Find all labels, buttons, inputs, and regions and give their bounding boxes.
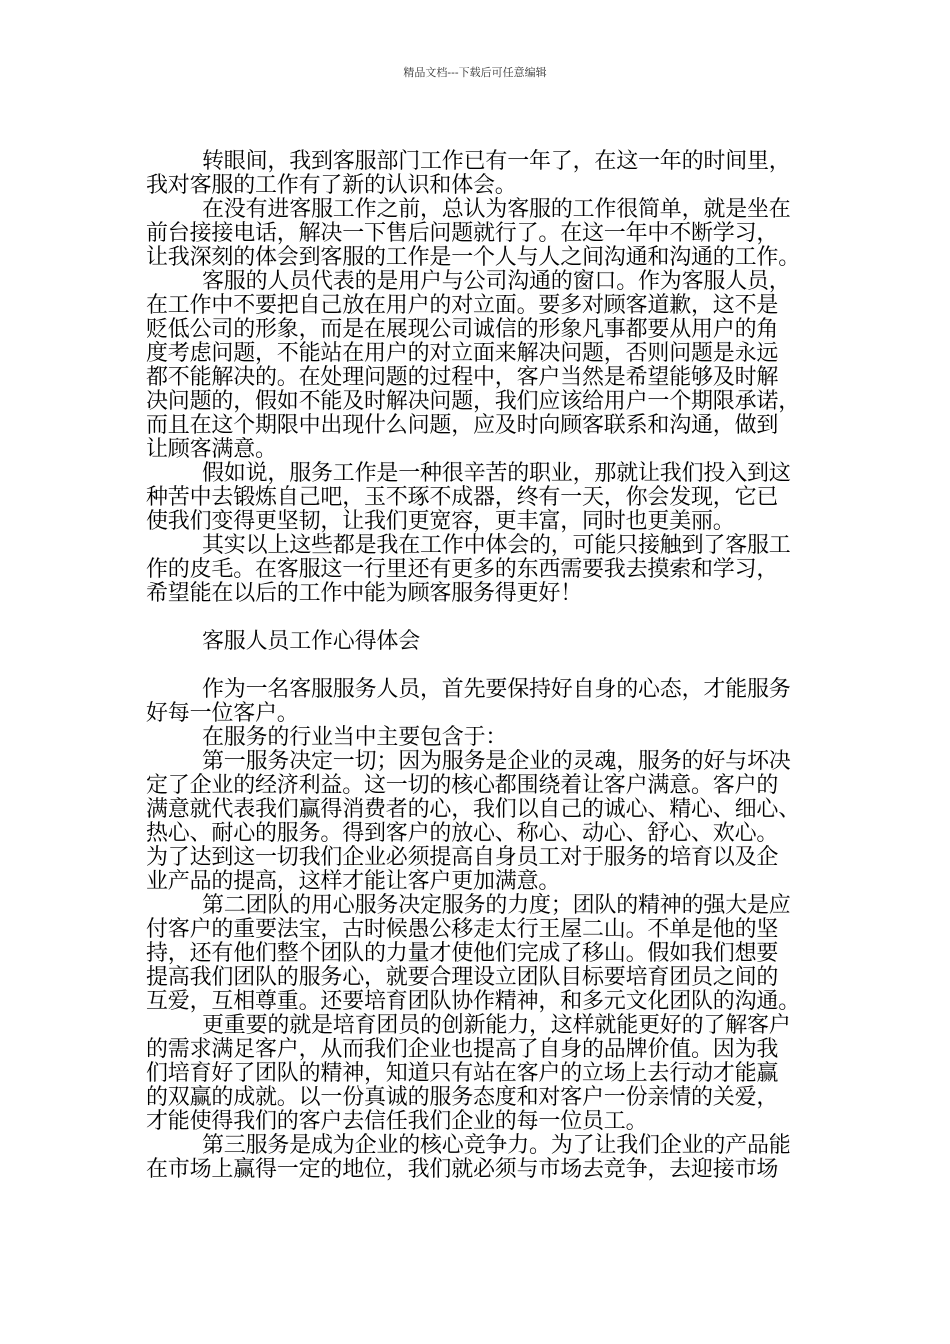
paragraph-line: 而且在这个期限中出现什么问题，应及时向顾客联系和沟通，做到 — [146, 413, 779, 438]
paragraph-line: 让我深刻的体会到客服的工作是一个人与人之间沟通和沟通的工作。 — [146, 245, 801, 270]
paragraph-line: 的需求满足客户，从而我们企业也提高了自身的品牌价值。因为我 — [146, 1037, 779, 1062]
paragraph-line: 客服的人员代表的是用户与公司沟通的窗口。作为客服人员， — [202, 269, 791, 294]
section-title: 客服人员工作心得体会 — [202, 629, 421, 654]
paragraph-line: 更重要的就是培育团员的创新能力，这样就能更好的了解客户 — [202, 1013, 791, 1038]
blank-line — [146, 606, 822, 630]
paragraph-line: 提高我们团队的服务心，就要合理设立团队目标要培育团员之间的 — [146, 965, 779, 990]
paragraph-line: 第二团队的用心服务决定服务的力度；团队的精神的强大是应 — [202, 893, 791, 918]
paragraph-line: 使我们变得更坚韧，让我们更宽容，更丰富，同时也更美丽。 — [146, 509, 735, 534]
paragraph-line: 持，还有他们整个团队的力量才使他们完成了移山。假如我们想要 — [146, 941, 779, 966]
paragraph-line: 好每一位客户。 — [146, 701, 299, 726]
paragraph-line: 都不能解决的。在处理问题的过程中，客户当然是希望能够及时解 — [146, 365, 779, 390]
paragraph-line: 决问题的，假如不能及时解决问题，我们应该给用户一个期限承诺， — [146, 389, 801, 414]
paragraph-line: 前台接接电话，解决一下售后问题就行了。在这一年中不断学习， — [146, 221, 779, 246]
paragraph-line: 在市场上赢得一定的地位，我们就必须与市场去竞争，去迎接市场 — [146, 1157, 779, 1182]
paragraph-line: 满意就代表我们赢得消费者的心，我们以自己的诚心、精心、细心、 — [146, 797, 801, 822]
paragraph-line: 作的皮毛。在客服这一行里还有更多的东西需要我去摸索和学习， — [146, 557, 779, 582]
paragraph-line: 第一服务决定一切；因为服务是企业的灵魂，服务的好与坏决 — [202, 749, 791, 774]
blank-line — [146, 654, 822, 678]
paragraph-line: 转眼间，我到客服部门工作已有一年了，在这一年的时间里， — [202, 149, 791, 174]
paragraph-line: 作为一名客服服务人员，首先要保持好自身的心态，才能服务 — [202, 677, 791, 702]
paragraph-line: 在工作中不要把自己放在用户的对立面。要多对顾客道歉，这不是 — [146, 293, 779, 318]
paragraph-line: 让顾客满意。 — [146, 437, 277, 462]
paragraph-line: 们培育好了团队的精神，知道只有站在客户的立场上去行动才能赢 — [146, 1061, 779, 1086]
document-body — [146, 150, 822, 1182]
page-header: 精品文档---下载后可任意编辑 — [403, 66, 547, 79]
paragraph-line: 定了企业的经济利益。这一切的核心都围绕着让客户满意。客户的 — [146, 773, 779, 798]
paragraph-line: 在服务的行业当中主要包含于： — [202, 725, 508, 750]
paragraph-line: 种苦中去锻炼自己吧，玉不琢不成器，终有一天，你会发现，它已 — [146, 485, 779, 510]
paragraph-line: 才能使得我们的客户去信任我们企业的每一位员工。 — [146, 1109, 648, 1134]
paragraph-line: 我对客服的工作有了新的认识和体会。 — [146, 173, 517, 198]
paragraph-line: 的双赢的成就。以一份真诚的服务态度和对客户一份亲情的关爱， — [146, 1085, 779, 1110]
paragraph-line: 希望能在以后的工作中能为顾客服务得更好！ — [146, 581, 583, 606]
paragraph-line: 热心、耐心的服务。得到客户的放心、称心、动心、舒心、欢心。 — [146, 821, 779, 846]
paragraph-line: 业产品的提高，这样才能让客户更加满意。 — [146, 869, 561, 894]
paragraph-line: 贬低公司的形象，而是在展现公司诚信的形象凡事都要从用户的角 — [146, 317, 779, 342]
paragraph-line: 假如说，服务工作是一种很辛苦的职业，那就让我们投入到这 — [202, 461, 791, 486]
paragraph-line: 在没有进客服工作之前，总认为客服的工作很简单，就是坐在 — [202, 197, 791, 222]
paragraph-line: 其实以上这些都是我在工作中体会的，可能只接触到了客服工 — [202, 533, 791, 558]
paragraph-line: 互爱，互相尊重。还要培育团队协作精神，和多元文化团队的沟通。 — [146, 989, 801, 1014]
paragraph-line: 第三服务是成为企业的核心竞争力。为了让我们企业的产品能 — [202, 1133, 791, 1158]
paragraph-line: 付客户的重要法宝，古时候愚公移走太行王屋二山。不单是他的坚 — [146, 917, 779, 942]
paragraph-line: 为了达到这一切我们企业必须提高自身员工对于服务的培育以及企 — [146, 845, 779, 870]
paragraph-line: 度考虑问题，不能站在用户的对立面来解决问题，否则问题是永远 — [146, 341, 779, 366]
